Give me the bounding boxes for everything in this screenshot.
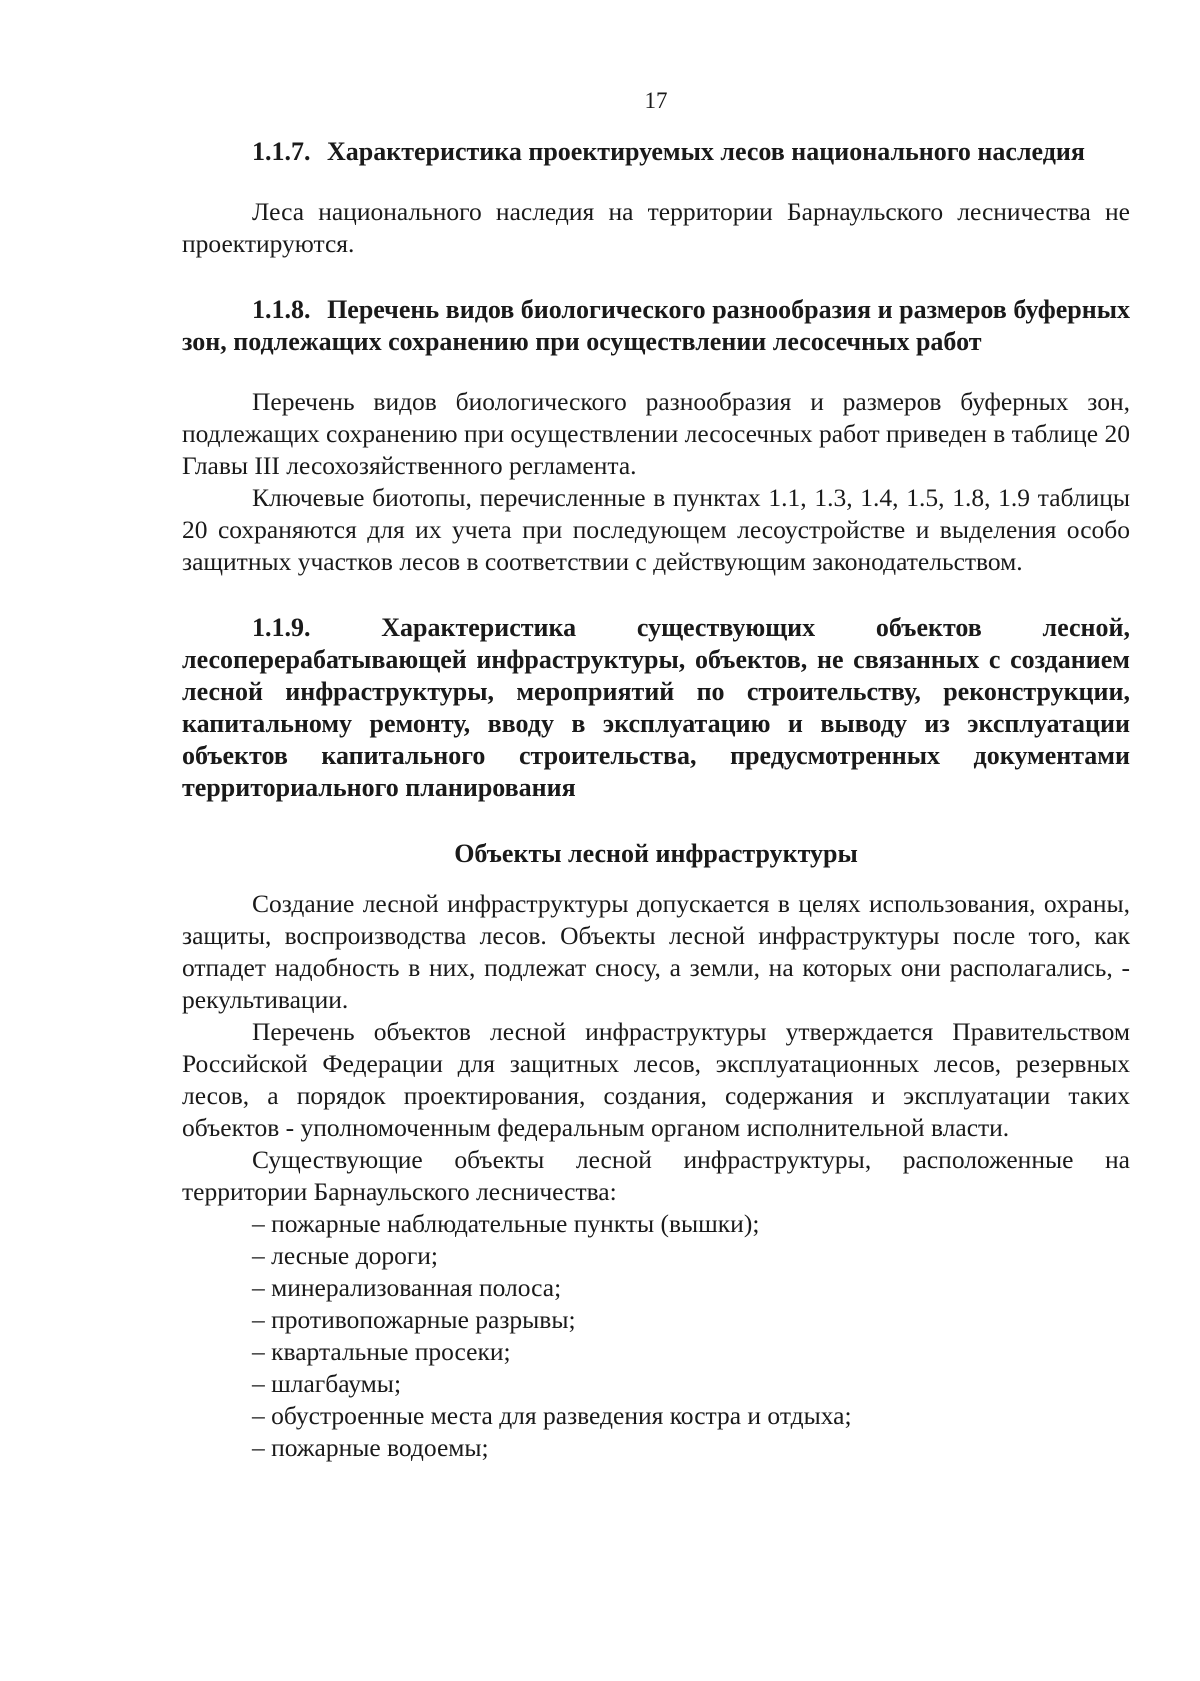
paragraph: Леса национального наследия на территории Барнаульского лесничества не проектируются. xyxy=(182,197,1130,258)
list-item: – пожарные водоемы; xyxy=(252,1433,489,1462)
paragraph: Создание лесной инфраструктуры допускается в целях использования, охраны, защиты, воспроизводства лесов. Объекты лесной инфраструктуры после того, как отпадет надобность в них, подлежат сносу, а земли, на которых они располагались, - рекультивации. xyxy=(182,889,1130,1014)
list-item: – пожарные наблюдательные пункты (вышки); xyxy=(252,1209,760,1238)
page-number: 17 xyxy=(644,88,668,113)
section-number: 1.1.8. xyxy=(252,295,311,324)
section-heading-1-1-8 xyxy=(182,294,1130,358)
section-heading-1-1-9 xyxy=(182,612,1130,804)
section-number: 1.1.7. xyxy=(252,137,311,166)
paragraph: Ключевые биотопы, перечисленные в пунктах 1.1, 1.3, 1.4, 1.5, 1.8, 1.9 таблицы 20 сохраняются для их учета при последующем лесоустройстве и выделения особо защитных участков лесов в соответствии с действующим законодательством. xyxy=(182,483,1130,576)
list-item: – минерализованная полоса; xyxy=(252,1273,562,1302)
section-number: 1.1.9. xyxy=(252,613,311,642)
paragraph: Перечень объектов лесной инфраструктуры утверждается Правительством Российской Федерации для защитных лесов, эксплуатационных лесов, резервных лесов, а порядок проектирования, создания, содержания и эксплуатации таких объектов - уполномоченным федеральным органом исполнительной власти. xyxy=(182,1017,1130,1142)
subheading: Объекты лесной инфраструктуры xyxy=(454,839,858,868)
section-title: Перечень видов биологического разнообразия и размеров буферных зон, подлежащих сохранению при осуществлении лесосечных работ xyxy=(182,295,1130,356)
section-heading-1-1-7 xyxy=(182,136,1130,168)
section-title: Характеристика существующих объектов лесной, лесоперерабатывающей инфраструктуры, объектов, не связанных с созданием лесной инфраструктуры, мероприятий по строительству, реконструкции, капитальному ремонту, вводу в эксплуатацию и выводу из эксплуатации объектов капитального строительства, предусмотренных документами территориального планирования xyxy=(182,613,1131,802)
list-item: – противопожарные разрывы; xyxy=(252,1305,576,1334)
list-item: – квартальные просеки; xyxy=(252,1337,511,1366)
list-item: – шлагбаумы; xyxy=(252,1369,402,1398)
infrastructure-list xyxy=(182,1208,1130,1464)
list-item: – лесные дороги; xyxy=(252,1241,439,1270)
page-content xyxy=(182,136,1130,1464)
paragraph: Перечень видов биологического разнообразия и размеров буферных зон, подлежащих сохранению при осуществлении лесосечных работ приведен в таблице 20 Главы III лесохозяйственного регламента. xyxy=(182,387,1130,480)
section-title: Характеристика проектируемых лесов национального наследия xyxy=(327,137,1085,166)
paragraph: Существующие объекты лесной инфраструктуры, расположенные на территории Барнаульского лесничества: xyxy=(182,1145,1130,1206)
list-item: – обустроенные места для разведения костра и отдыха; xyxy=(252,1401,852,1430)
